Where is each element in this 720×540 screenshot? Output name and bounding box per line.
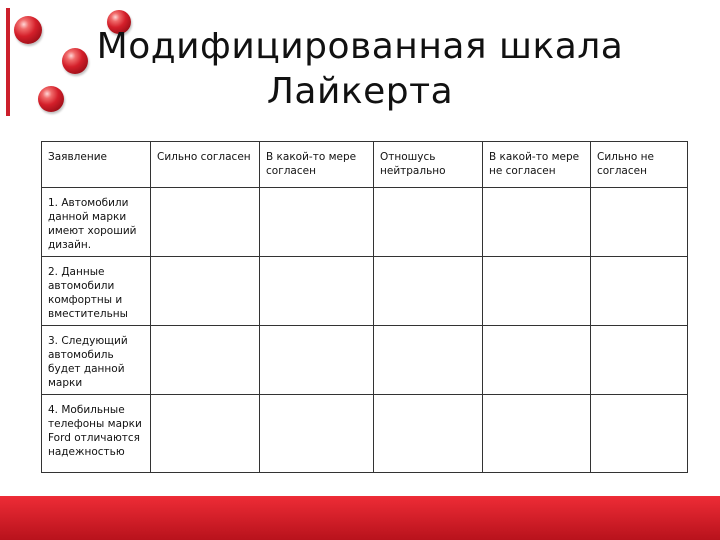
footer-accent-bar <box>0 496 720 540</box>
response-cell-somewhat-agree <box>260 257 374 326</box>
response-cell-neutral <box>374 188 483 257</box>
statement-cell: 1. Автомобили данной марки имеют хороший дизайн. <box>42 188 151 257</box>
table-row <box>42 326 688 395</box>
response-cell-somewhat-agree <box>260 188 374 257</box>
header-strongly-agree: Сильно согласен <box>151 142 260 188</box>
slide-title-line-2: Лайкерта <box>266 71 454 112</box>
header-somewhat-disagree: В какой-то мере не согласен <box>483 142 591 188</box>
table-row <box>42 257 688 326</box>
table-row <box>42 395 688 473</box>
response-cell-somewhat-agree <box>260 395 374 473</box>
likert-scale-table <box>41 141 688 473</box>
response-cell-strongly-agree <box>151 395 260 473</box>
response-cell-strongly-disagree <box>591 188 688 257</box>
response-cell-neutral <box>374 395 483 473</box>
response-cell-neutral <box>374 326 483 395</box>
response-cell-somewhat-disagree <box>483 257 591 326</box>
response-cell-somewhat-disagree <box>483 188 591 257</box>
table-header-row <box>42 142 688 188</box>
slide-title <box>40 24 680 114</box>
statement-cell: 3. Следующий автомобиль будет данной марки <box>42 326 151 395</box>
response-cell-somewhat-agree <box>260 326 374 395</box>
table-row <box>42 188 688 257</box>
decorative-red-ball-icon <box>14 16 42 44</box>
response-cell-strongly-agree <box>151 188 260 257</box>
response-cell-somewhat-disagree <box>483 395 591 473</box>
header-neutral: Отношусь нейтрально <box>374 142 483 188</box>
response-cell-strongly-disagree <box>591 326 688 395</box>
header-somewhat-agree: В какой-то мере согласен <box>260 142 374 188</box>
left-accent-bar <box>6 8 10 116</box>
statement-cell: 2. Данные автомобили комфортны и вместительны <box>42 257 151 326</box>
statement-cell: 4. Мобильные телефоны марки Ford отличаются надежностью <box>42 395 151 473</box>
header-statement: Заявление <box>42 142 151 188</box>
slide-title-line-1: Модифицированная шкала <box>96 26 624 67</box>
response-cell-strongly-agree <box>151 257 260 326</box>
response-cell-strongly-disagree <box>591 257 688 326</box>
response-cell-somewhat-disagree <box>483 326 591 395</box>
response-cell-strongly-disagree <box>591 395 688 473</box>
response-cell-strongly-agree <box>151 326 260 395</box>
response-cell-neutral <box>374 257 483 326</box>
header-strongly-disagree: Сильно не согласен <box>591 142 688 188</box>
